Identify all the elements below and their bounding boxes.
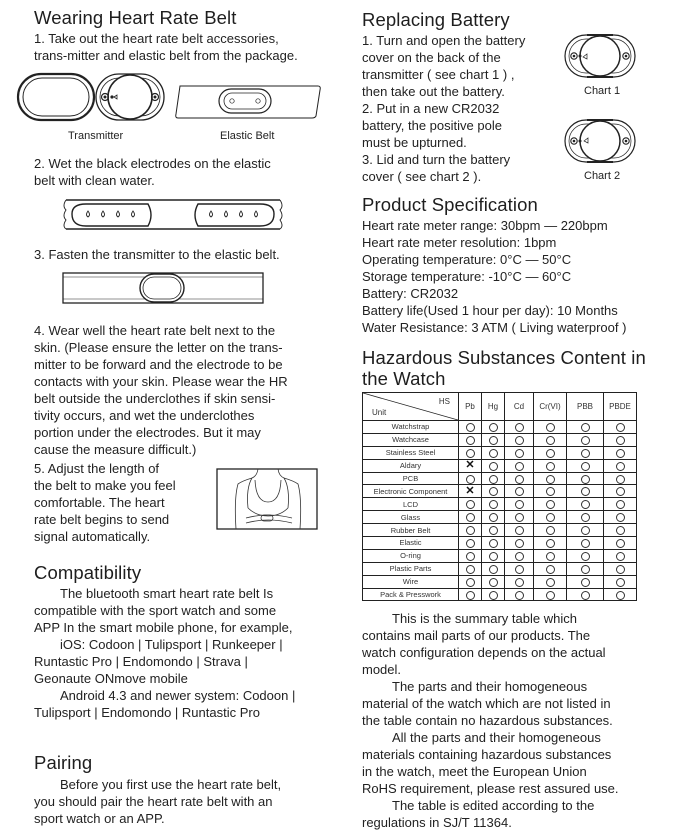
table-row — [363, 421, 637, 434]
spec-line: Battery life(Used 1 hour per day): 10 Months — [362, 303, 618, 318]
table-row — [363, 549, 637, 562]
circle-mark-icon — [489, 487, 498, 496]
text-line: comfortable. The heart — [34, 495, 165, 510]
wet-electrodes-illustration — [62, 198, 284, 233]
text-line: battery, the positive pole — [362, 118, 502, 133]
substance-cell — [505, 433, 534, 446]
substance-cell — [505, 498, 534, 511]
substance-cell — [534, 511, 567, 524]
text-line: Android 4.3 and newer system: Codoon | — [60, 688, 296, 703]
substance-cell — [459, 575, 482, 588]
circle-mark-icon — [489, 423, 498, 432]
corner-unit-label: Unit — [372, 408, 387, 417]
substance-cell — [604, 498, 637, 511]
text-line: sport watch or an APP. — [34, 811, 165, 826]
wearing-belt-illustration — [216, 468, 318, 530]
substance-cell — [505, 459, 534, 472]
table-header-row — [363, 393, 637, 421]
text-line: 1. Take out the heart rate belt accessories, — [34, 31, 279, 46]
circle-mark-icon — [581, 526, 590, 535]
substance-cell — [604, 446, 637, 459]
circle-mark-icon — [616, 487, 625, 496]
chart-1-battery-open-illustration — [563, 32, 637, 80]
unit-cell: Watchstrap — [363, 421, 459, 434]
circle-mark-icon — [581, 591, 590, 600]
substance-cell — [505, 588, 534, 601]
text-line: compatible with the sport watch and some — [34, 603, 277, 618]
circle-mark-icon — [546, 591, 555, 600]
battery-body — [362, 32, 525, 185]
circle-mark-icon — [466, 552, 475, 561]
chart-2-battery-closed-illustration — [563, 117, 637, 165]
circle-mark-icon — [581, 578, 590, 587]
unit-cell: Stainless Steel — [363, 446, 459, 459]
substance-cell — [534, 421, 567, 434]
circle-mark-icon — [546, 513, 555, 522]
table-row — [363, 537, 637, 550]
circle-mark-icon — [515, 500, 524, 509]
circle-mark-icon — [515, 591, 524, 600]
circle-mark-icon — [581, 475, 590, 484]
substance-cell — [505, 575, 534, 588]
table-row — [363, 485, 637, 498]
substance-cell — [567, 537, 604, 550]
circle-mark-icon — [489, 526, 498, 535]
circle-mark-icon — [546, 423, 555, 432]
substance-cell — [534, 472, 567, 485]
circle-mark-icon — [616, 449, 625, 458]
substance-cell — [482, 446, 505, 459]
circle-mark-icon — [466, 500, 475, 509]
text-line: transmitter ( see chart 1 ) , — [362, 67, 515, 82]
circle-mark-icon — [489, 513, 498, 522]
circle-mark-icon — [581, 500, 590, 509]
substance-cell — [505, 472, 534, 485]
circle-mark-icon — [546, 462, 555, 471]
text-line: Before you first use the heart rate belt, — [60, 777, 282, 792]
corner-header-cell — [363, 393, 459, 421]
text-line: signal automatically. — [34, 529, 151, 544]
circle-mark-icon — [546, 475, 555, 484]
text-line: material of the watch which are not listed in — [362, 696, 611, 711]
circle-mark-icon — [581, 423, 590, 432]
substance-cell — [604, 537, 637, 550]
substance-cell — [482, 472, 505, 485]
substance-cell — [534, 433, 567, 446]
text-line: cover on the back of the — [362, 50, 501, 65]
circle-mark-icon — [546, 552, 555, 561]
substance-cell — [459, 524, 482, 537]
substance-cell — [482, 433, 505, 446]
text-line: must be upturned. — [362, 135, 467, 150]
text-line: you should pair the heart rate belt with an — [34, 794, 273, 809]
circle-mark-icon — [515, 475, 524, 484]
table-row — [363, 562, 637, 575]
substance-cell — [534, 446, 567, 459]
hazard-table — [362, 392, 637, 601]
substance-cell — [505, 562, 534, 575]
substance-cell — [567, 575, 604, 588]
corner-hs-label: HS — [438, 397, 450, 406]
text-line: 2. Wet the black electrodes on the elastic — [34, 156, 271, 171]
substance-cell — [567, 446, 604, 459]
text-line: regulations in SJ/T 11364. — [362, 815, 512, 830]
substance-cell — [567, 511, 604, 524]
circle-mark-icon — [581, 539, 590, 548]
substance-cell — [482, 498, 505, 511]
substance-cell — [505, 485, 534, 498]
substance-cell — [459, 537, 482, 550]
unit-cell: Aldary — [363, 459, 459, 472]
circle-mark-icon — [466, 539, 475, 548]
substance-cell — [604, 433, 637, 446]
spec-line: Battery: CR2032 — [362, 286, 459, 301]
substance-cell — [604, 549, 637, 562]
circle-mark-icon — [616, 462, 625, 471]
circle-mark-icon — [466, 475, 475, 484]
circle-mark-icon — [489, 475, 498, 484]
substance-cell — [459, 472, 482, 485]
circle-mark-icon — [546, 539, 555, 548]
substance-cell — [604, 524, 637, 537]
table-row — [363, 459, 637, 472]
substance-cell — [534, 575, 567, 588]
pairing-body — [34, 776, 281, 827]
column-header: PBDE — [604, 393, 637, 421]
spec-line: Heart rate meter resolution: 1bpm — [362, 235, 557, 250]
substance-cell — [567, 549, 604, 562]
unit-cell: Elastic — [363, 537, 459, 550]
circle-mark-icon — [489, 500, 498, 509]
wearing-step-1 — [34, 30, 298, 64]
substance-cell — [567, 588, 604, 601]
text-line: The parts and their homogeneous — [392, 679, 588, 694]
substance-cell — [567, 433, 604, 446]
circle-mark-icon — [489, 565, 498, 574]
circle-mark-icon — [515, 578, 524, 587]
circle-mark-icon — [466, 565, 475, 574]
circle-mark-icon — [616, 578, 625, 587]
circle-mark-icon — [466, 423, 475, 432]
substance-cell — [459, 421, 482, 434]
substance-cell — [482, 421, 505, 434]
text-line: rate belt begins to send — [34, 512, 170, 527]
substance-cell — [534, 498, 567, 511]
text-line: materials containing hazardous substances — [362, 747, 612, 762]
text-line: the Watch — [362, 368, 446, 389]
substance-cell — [459, 562, 482, 575]
substance-cell — [459, 588, 482, 601]
substance-cell — [534, 549, 567, 562]
wearing-step-5 — [34, 460, 176, 545]
table-row — [363, 472, 637, 485]
text-line: Runtastic Pro | Endomondo | Strava | — [34, 654, 248, 669]
substance-cell — [482, 524, 505, 537]
unit-cell: LCD — [363, 498, 459, 511]
circle-mark-icon — [489, 436, 498, 445]
text-line: contains mail parts of our products. The — [362, 628, 591, 643]
circle-mark-icon — [546, 449, 555, 458]
unit-cell: Pack & Presswork — [363, 588, 459, 601]
spec-line: Operating temperature: 0°C — 50°C — [362, 252, 572, 267]
circle-mark-icon — [546, 500, 555, 509]
text-line: 5. Adjust the length of — [34, 461, 160, 476]
text-line: watch configuration depends on the actual — [362, 645, 606, 660]
circle-mark-icon — [581, 449, 590, 458]
circle-mark-icon — [581, 552, 590, 561]
text-line: This is the summary table which — [392, 611, 577, 626]
substance-cell — [459, 498, 482, 511]
circle-mark-icon — [581, 487, 590, 496]
hazard-title — [362, 347, 646, 389]
text-line: 1. Turn and open the battery — [362, 33, 526, 48]
substance-cell — [459, 459, 482, 472]
substance-cell — [482, 511, 505, 524]
substance-cell — [567, 498, 604, 511]
circle-mark-icon — [616, 436, 625, 445]
substance-cell — [567, 459, 604, 472]
spec-line: Heart rate meter range: 30bpm — 220bpm — [362, 218, 608, 233]
table-row — [363, 498, 637, 511]
text-line: contacts with your skin. Please wear the HR — [34, 374, 288, 389]
substance-cell — [567, 421, 604, 434]
substance-cell — [482, 575, 505, 588]
text-line: RoHS requirement, please rest assured use. — [362, 781, 619, 796]
spec-list — [362, 217, 626, 336]
elastic-belt-illustration — [174, 84, 322, 120]
circle-mark-icon — [515, 436, 524, 445]
circle-mark-icon — [466, 526, 475, 535]
circle-mark-icon — [581, 436, 590, 445]
text-line: The table is edited according to the — [392, 798, 595, 813]
table-row — [363, 524, 637, 537]
substance-cell — [534, 485, 567, 498]
text-line: cause the measure difficult.) — [34, 442, 197, 457]
text-line: All the parts and their homogeneous — [392, 730, 601, 745]
text-line: trans-mitter and elastic belt from the package. — [34, 48, 298, 63]
substance-cell — [482, 537, 505, 550]
wearing-step-4 — [34, 322, 288, 458]
compatibility-title: Compatibility — [34, 562, 142, 583]
circle-mark-icon — [546, 526, 555, 535]
circle-mark-icon — [466, 436, 475, 445]
circle-mark-icon — [515, 526, 524, 535]
circle-mark-icon — [489, 591, 498, 600]
circle-mark-icon — [515, 423, 524, 432]
substance-cell — [482, 459, 505, 472]
substance-cell — [567, 485, 604, 498]
text-line: in the watch, meet the European Union — [362, 764, 587, 779]
substance-cell — [604, 459, 637, 472]
text-line: iOS: Codoon | Tulipsport | Runkeeper | — [60, 637, 283, 652]
circle-mark-icon — [616, 500, 625, 509]
spec-title: Product Specification — [362, 194, 538, 215]
substance-cell — [567, 472, 604, 485]
substance-cell — [459, 446, 482, 459]
circle-mark-icon — [581, 513, 590, 522]
circle-mark-icon — [466, 591, 475, 600]
compatibility-body — [34, 585, 295, 721]
circle-mark-icon — [616, 565, 625, 574]
spec-line: Water Resistance: 3 ATM ( Living waterproof ) — [362, 320, 627, 335]
substance-cell — [482, 588, 505, 601]
circle-mark-icon — [489, 449, 498, 458]
circle-mark-icon — [466, 513, 475, 522]
battery-title: Replacing Battery — [362, 9, 510, 30]
cross-mark-icon: ✕ — [465, 459, 475, 472]
circle-mark-icon — [616, 552, 625, 561]
unit-cell: Wire — [363, 575, 459, 588]
caption-elastic-belt: Elastic Belt — [220, 130, 275, 142]
unit-cell: Electronic Component — [363, 485, 459, 498]
substance-cell — [567, 562, 604, 575]
chart-2-caption: Chart 2 — [584, 170, 621, 182]
fasten-transmitter-illustration — [62, 272, 264, 304]
circle-mark-icon — [616, 513, 625, 522]
circle-mark-icon — [581, 565, 590, 574]
substance-cell — [534, 562, 567, 575]
wearing-title: Wearing Heart Rate Belt — [34, 7, 237, 28]
text-line: 3. Lid and turn the battery — [362, 152, 511, 167]
text-line: belt with clean water. — [34, 173, 155, 188]
pairing-title: Pairing — [34, 752, 93, 773]
text-line: portion under the electrodes. But it may — [34, 425, 261, 440]
text-line: The bluetooth smart heart rate belt Is — [60, 586, 274, 601]
circle-mark-icon — [489, 462, 498, 471]
substance-cell — [567, 524, 604, 537]
column-header: Hg — [482, 393, 505, 421]
unit-cell: Rubber Belt — [363, 524, 459, 537]
substance-cell — [534, 588, 567, 601]
unit-cell: Watchcase — [363, 433, 459, 446]
text-line: skin. (Please ensure the letter on the trans- — [34, 340, 283, 355]
hazard-notes — [362, 610, 619, 831]
substance-cell — [604, 562, 637, 575]
text-line: then take out the battery. — [362, 84, 505, 99]
circle-mark-icon — [515, 487, 524, 496]
wearing-step-3: 3. Fasten the transmitter to the elastic belt. — [34, 247, 280, 262]
substance-cell — [604, 575, 637, 588]
substance-cell — [604, 421, 637, 434]
substance-cell — [534, 537, 567, 550]
circle-mark-icon — [466, 449, 475, 458]
substance-cell — [604, 485, 637, 498]
circle-mark-icon — [616, 526, 625, 535]
substance-cell — [459, 511, 482, 524]
substance-cell — [534, 524, 567, 537]
transmitter-back-illustration — [94, 72, 166, 122]
substance-cell — [505, 537, 534, 550]
circle-mark-icon — [616, 423, 625, 432]
circle-mark-icon — [489, 552, 498, 561]
text-line: APP In the smart mobile phone, for example, — [34, 620, 293, 635]
unit-cell: O-ring — [363, 549, 459, 562]
spec-line: Storage temperature: -10°C — 60°C — [362, 269, 572, 284]
substance-cell — [505, 421, 534, 434]
chart-1-caption: Chart 1 — [584, 85, 621, 97]
text-line: Hazardous Substances Content in — [362, 347, 646, 368]
circle-mark-icon — [546, 487, 555, 496]
circle-mark-icon — [466, 578, 475, 587]
table-row — [363, 446, 637, 459]
circle-mark-icon — [515, 449, 524, 458]
text-line: belt outside the underclothes if skin sensi- — [34, 391, 276, 406]
text-line: model. — [362, 662, 402, 677]
circle-mark-icon — [515, 462, 524, 471]
substance-cell — [482, 485, 505, 498]
circle-mark-icon — [546, 565, 555, 574]
substance-cell — [534, 459, 567, 472]
column-header: Cr(VI) — [534, 393, 567, 421]
circle-mark-icon — [489, 539, 498, 548]
substance-cell — [459, 485, 482, 498]
substance-cell — [505, 446, 534, 459]
caption-transmitter: Transmitter — [68, 130, 124, 142]
unit-cell: PCB — [363, 472, 459, 485]
substance-cell — [604, 472, 637, 485]
text-line: tivity occurs, and wet the underclothes — [34, 408, 255, 423]
substance-cell — [459, 549, 482, 562]
circle-mark-icon — [515, 565, 524, 574]
column-header: PBB — [567, 393, 604, 421]
unit-cell: Plastic Parts — [363, 562, 459, 575]
circle-mark-icon — [546, 578, 555, 587]
substance-cell — [482, 562, 505, 575]
text-line: Tulipsport | Endomondo | Runtastic Pro — [34, 705, 260, 720]
text-line: Geonaute ONmove mobile — [34, 671, 188, 686]
circle-mark-icon — [515, 552, 524, 561]
text-line: 2. Put in a new CR2032 — [362, 101, 500, 116]
circle-mark-icon — [515, 513, 524, 522]
text-line: mitter to be forward and the electrode to be — [34, 357, 283, 372]
substance-cell — [505, 511, 534, 524]
transmitter-front-illustration — [16, 72, 96, 122]
circle-mark-icon — [581, 462, 590, 471]
cross-mark-icon: ✕ — [465, 484, 475, 497]
substance-cell — [459, 433, 482, 446]
circle-mark-icon — [616, 475, 625, 484]
circle-mark-icon — [546, 436, 555, 445]
text-line: 4. Wear well the heart rate belt next to the — [34, 323, 276, 338]
text-line: the table contain no hazardous substances. — [362, 713, 613, 728]
table-row — [363, 511, 637, 524]
circle-mark-icon — [616, 539, 625, 548]
column-header: Cd — [505, 393, 534, 421]
unit-cell: Glass — [363, 511, 459, 524]
circle-mark-icon — [616, 591, 625, 600]
table-row — [363, 433, 637, 446]
circle-mark-icon — [489, 578, 498, 587]
table-row — [363, 575, 637, 588]
substance-cell — [505, 549, 534, 562]
text-line: cover ( see chart 2 ). — [362, 169, 482, 184]
substance-cell — [505, 524, 534, 537]
table-row — [363, 588, 637, 601]
text-line: the belt to make you feel — [34, 478, 176, 493]
substance-cell — [604, 511, 637, 524]
substance-cell — [604, 588, 637, 601]
substance-cell — [482, 549, 505, 562]
circle-mark-icon — [515, 539, 524, 548]
column-header: Pb — [459, 393, 482, 421]
wearing-step-2 — [34, 155, 271, 189]
